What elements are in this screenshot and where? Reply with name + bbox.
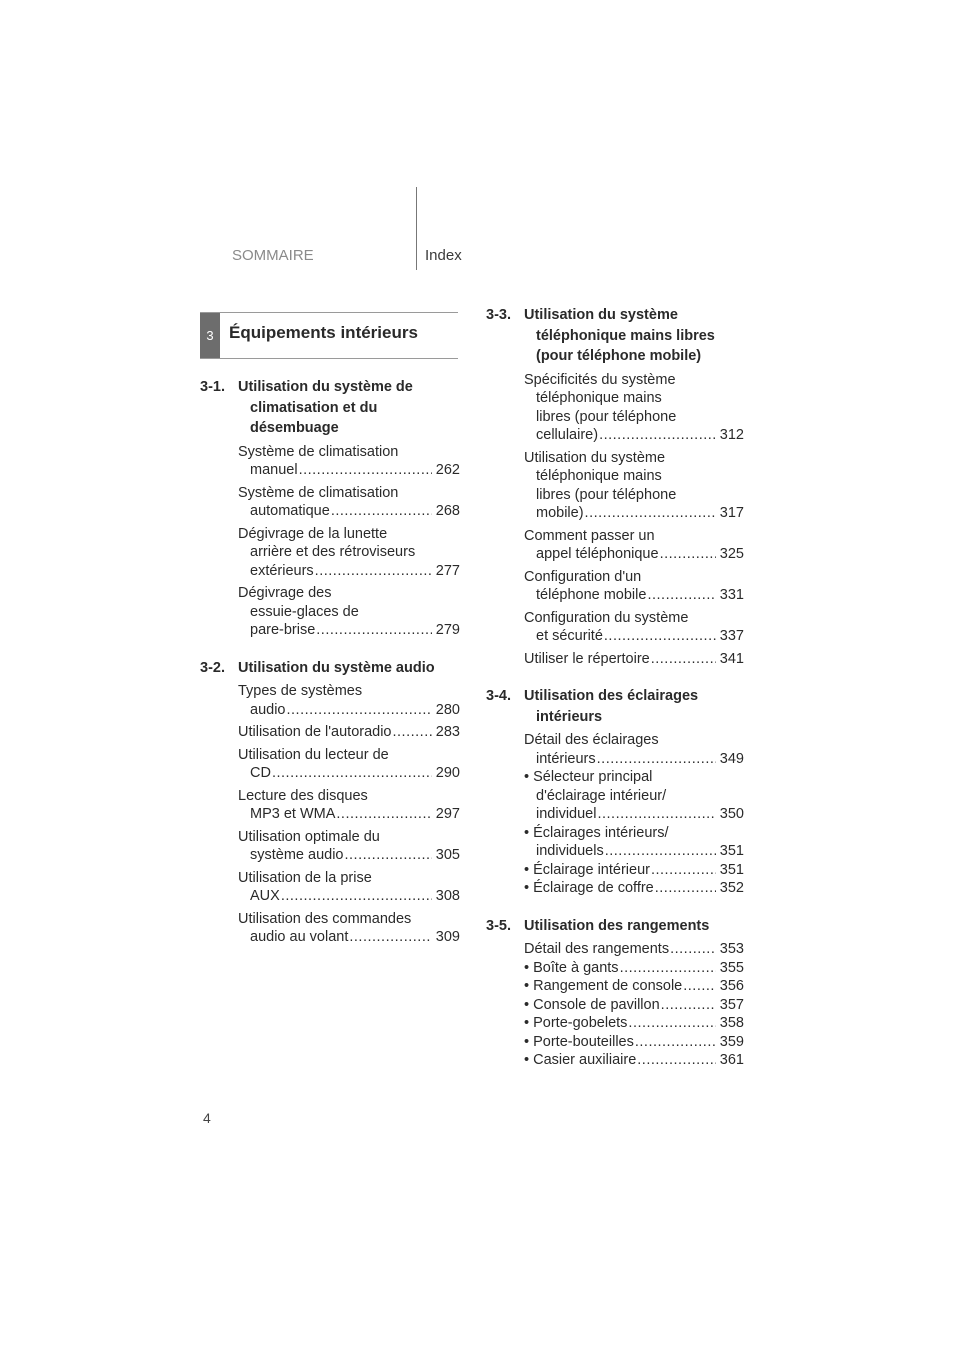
section-heading[interactable] bbox=[486, 916, 744, 937]
dot-leader bbox=[605, 842, 716, 861]
entry-page-number: 308 bbox=[435, 888, 460, 904]
entry-page-number: 317 bbox=[719, 505, 744, 521]
entry-text-line: téléphonique mains bbox=[536, 468, 662, 484]
toc-entry[interactable] bbox=[238, 746, 460, 783]
entry-text-end: • Casier auxiliaire bbox=[524, 1052, 637, 1068]
dot-leader bbox=[683, 977, 716, 996]
entry-leader-line bbox=[238, 764, 460, 783]
toc-section bbox=[200, 658, 460, 947]
section-number: 3-3. bbox=[486, 307, 511, 323]
entry-text-line: Système de climatisation bbox=[238, 484, 399, 501]
dot-leader bbox=[345, 846, 432, 865]
entry-text-end: pare-brise bbox=[250, 622, 316, 638]
dot-leader bbox=[281, 887, 432, 906]
entry-page-number: 337 bbox=[719, 628, 744, 644]
entry-text-end: audio au volant bbox=[250, 929, 349, 945]
entry-list bbox=[200, 443, 460, 640]
toc-entry[interactable] bbox=[524, 940, 744, 959]
dot-leader bbox=[597, 750, 716, 769]
dot-leader bbox=[315, 562, 432, 581]
toc-entry[interactable] bbox=[524, 609, 744, 646]
entry-text-line: Utilisation du lecteur de bbox=[238, 746, 389, 763]
section-heading[interactable] bbox=[200, 377, 460, 439]
toc-entry[interactable] bbox=[238, 525, 460, 581]
entry-text-line: Dégivrage des bbox=[238, 585, 332, 601]
entry-leader-line bbox=[524, 977, 744, 996]
dot-leader bbox=[628, 1014, 715, 1033]
entry-leader-line bbox=[524, 426, 744, 445]
entry-leader-line bbox=[524, 805, 744, 824]
section-number: 3-1. bbox=[200, 379, 225, 395]
entry-leader-line bbox=[524, 650, 744, 669]
entry-leader-line bbox=[524, 1014, 744, 1033]
entry-text-line: Utilisation des commandes bbox=[238, 910, 412, 927]
entry-page-number: 280 bbox=[435, 701, 460, 718]
entry-leader-line bbox=[238, 562, 460, 581]
entry-text-line: libres (pour téléphone bbox=[536, 486, 677, 503]
toc-section bbox=[200, 377, 460, 640]
entry-text-line: Utilisation du système bbox=[524, 449, 666, 466]
dot-leader bbox=[661, 996, 716, 1015]
entry-text-end: individuel bbox=[536, 806, 597, 822]
entry-text-end: • Éclairage intérieur bbox=[524, 861, 650, 878]
entry-text-end: MP3 et WMA bbox=[250, 806, 336, 822]
entry-text-line: • Éclairages intérieurs/ bbox=[524, 824, 669, 841]
toc-entry[interactable] bbox=[524, 731, 744, 768]
entry-page-number: 305 bbox=[435, 847, 460, 863]
entry-leader-line bbox=[524, 750, 744, 769]
dot-leader bbox=[336, 805, 431, 824]
chapter-title: Équipements intérieurs bbox=[229, 323, 418, 342]
dot-leader bbox=[651, 650, 716, 669]
toc-entry[interactable] bbox=[524, 1051, 744, 1070]
entry-leader-line bbox=[238, 723, 460, 742]
entry-page-number: 331 bbox=[719, 587, 744, 603]
entry-text-line: Configuration du système bbox=[524, 609, 689, 626]
entry-leader-line bbox=[238, 701, 460, 720]
toc-entry[interactable] bbox=[238, 723, 460, 742]
dot-leader bbox=[585, 504, 716, 523]
dot-leader bbox=[599, 426, 716, 445]
entry-leader-line bbox=[524, 1051, 744, 1070]
toc-column-right bbox=[486, 305, 744, 1088]
dot-leader bbox=[272, 764, 432, 783]
toc-entry[interactable] bbox=[524, 959, 744, 978]
entry-page-number: 309 bbox=[435, 929, 460, 945]
entry-text-line: Configuration d'un bbox=[524, 568, 642, 585]
section-number: 3-2. bbox=[200, 659, 225, 676]
entry-leader-line bbox=[524, 879, 744, 898]
entry-text-end: système audio bbox=[250, 847, 344, 863]
toc-entry[interactable] bbox=[524, 449, 744, 523]
entry-page-number: 349 bbox=[719, 750, 744, 767]
dot-leader bbox=[647, 586, 715, 605]
entry-text-end: • Porte-gobelets bbox=[524, 1015, 628, 1031]
toc-entry[interactable] bbox=[524, 527, 744, 564]
entry-leader-line bbox=[238, 621, 460, 640]
entry-text-line: Système de climatisation bbox=[238, 443, 399, 460]
entry-text-end: CD bbox=[250, 765, 271, 781]
entry-text-end: audio bbox=[250, 701, 286, 718]
entry-text-end: automatique bbox=[250, 503, 330, 519]
entry-text-line: Détail des éclairages bbox=[524, 732, 659, 748]
entry-page-number: 268 bbox=[435, 503, 460, 519]
entry-text-end: intérieurs bbox=[536, 750, 596, 767]
entry-leader-line bbox=[524, 545, 744, 564]
entry-text-end: extérieurs bbox=[250, 562, 314, 579]
entry-text-end: • Porte-bouteilles bbox=[524, 1033, 634, 1050]
entry-page-number: 277 bbox=[435, 562, 460, 579]
entry-text-end: et sécurité bbox=[536, 628, 603, 644]
dot-leader bbox=[660, 545, 716, 564]
entry-text-line: arrière et des rétroviseurs bbox=[250, 544, 416, 560]
entry-page-number: 350 bbox=[719, 806, 744, 822]
entry-page-number: 356 bbox=[719, 978, 744, 994]
entry-text-line: Dégivrage de la lunette bbox=[238, 525, 388, 542]
toc-entry[interactable] bbox=[238, 828, 460, 865]
entry-leader-line bbox=[238, 887, 460, 906]
entry-leader-line bbox=[524, 940, 744, 959]
entry-page-number: 357 bbox=[719, 996, 744, 1013]
entry-text-line: téléphonique mains bbox=[536, 390, 662, 406]
entry-text-line: Types de systèmes bbox=[238, 683, 363, 699]
section-title: Utilisation du système de climatisation et du désembuage bbox=[238, 379, 413, 436]
toc-entry[interactable] bbox=[238, 484, 460, 521]
entry-list bbox=[486, 371, 744, 669]
section-title: Utilisation des rangements bbox=[524, 917, 710, 934]
entry-text-end: AUX bbox=[250, 888, 280, 904]
entry-text-end: Utilisation de l'autoradio bbox=[238, 724, 392, 740]
entry-page-number: 279 bbox=[435, 622, 460, 638]
dot-leader bbox=[637, 1051, 716, 1070]
sommaire-link[interactable]: SOMMAIRE bbox=[232, 247, 314, 264]
entry-text-line: Utilisation optimale du bbox=[238, 828, 380, 845]
entry-text-end: • Boîte à gants bbox=[524, 959, 619, 976]
header-divider bbox=[416, 187, 417, 270]
toc-entry[interactable] bbox=[238, 787, 460, 824]
entry-page-number: 297 bbox=[435, 806, 460, 822]
entry-leader-line bbox=[524, 627, 744, 646]
section-heading[interactable] bbox=[200, 658, 460, 679]
entry-leader-line bbox=[238, 805, 460, 824]
dot-leader bbox=[604, 627, 716, 646]
entry-page-number: 351 bbox=[719, 861, 744, 878]
dot-leader bbox=[670, 940, 716, 959]
entry-page-number: 359 bbox=[719, 1033, 744, 1050]
entry-leader-line bbox=[524, 586, 744, 605]
section-heading[interactable] bbox=[486, 305, 744, 367]
entry-text-end: téléphone mobile bbox=[536, 587, 647, 603]
entry-page-number: 283 bbox=[435, 724, 460, 740]
dot-leader bbox=[635, 1033, 716, 1052]
toc-entry[interactable] bbox=[238, 443, 460, 480]
chapter-header bbox=[200, 312, 458, 359]
page-number: 4 bbox=[203, 1110, 211, 1126]
dot-leader bbox=[286, 701, 431, 720]
section-number: 3-5. bbox=[486, 917, 511, 934]
toc-entry[interactable] bbox=[524, 1033, 744, 1052]
dot-leader bbox=[349, 928, 431, 947]
entry-page-number: 351 bbox=[719, 843, 744, 859]
index-link[interactable]: Index bbox=[425, 247, 462, 264]
dot-leader bbox=[316, 621, 432, 640]
section-title: Utilisation du système audio bbox=[238, 659, 435, 676]
toc-entry[interactable] bbox=[524, 879, 744, 898]
toc-entry[interactable] bbox=[238, 869, 460, 906]
entry-text-end: appel téléphonique bbox=[536, 546, 659, 562]
dot-leader bbox=[299, 461, 432, 480]
toc-entry[interactable] bbox=[524, 371, 744, 445]
entry-leader-line bbox=[524, 861, 744, 880]
entry-page-number: 312 bbox=[719, 427, 744, 443]
entry-page-number: 353 bbox=[719, 941, 744, 957]
section-title: Utilisation des éclairages intérieurs bbox=[524, 688, 699, 725]
entry-text-line: Comment passer un bbox=[524, 527, 655, 544]
entry-text-end: • Console de pavillon bbox=[524, 996, 660, 1013]
toc-entry[interactable] bbox=[524, 996, 744, 1015]
entry-page-number: 358 bbox=[719, 1015, 744, 1031]
entry-leader-line bbox=[524, 959, 744, 978]
entry-leader-line bbox=[524, 1033, 744, 1052]
dot-leader bbox=[393, 723, 432, 742]
toc-column-left bbox=[200, 377, 460, 965]
entry-text-end: manuel bbox=[250, 462, 298, 478]
entry-text-line: Utilisation de la prise bbox=[238, 869, 372, 886]
toc-entry[interactable] bbox=[524, 1014, 744, 1033]
entry-text-end: mobile) bbox=[536, 505, 584, 521]
dot-leader bbox=[597, 805, 715, 824]
dot-leader bbox=[655, 879, 716, 898]
toc-section bbox=[486, 305, 744, 668]
dot-leader bbox=[331, 502, 432, 521]
entry-text-line: libres (pour téléphone bbox=[536, 408, 677, 425]
entry-text-end: Détail des rangements bbox=[524, 941, 670, 957]
toc-entry[interactable] bbox=[524, 824, 744, 861]
toc-section bbox=[486, 686, 744, 898]
entry-leader-line bbox=[524, 996, 744, 1015]
entry-text-line: Spécificités du système bbox=[524, 371, 676, 388]
entry-list bbox=[486, 731, 744, 898]
entry-leader-line bbox=[238, 928, 460, 947]
entry-page-number: 352 bbox=[719, 880, 744, 896]
entry-page-number: 325 bbox=[719, 546, 744, 562]
section-heading[interactable] bbox=[486, 686, 744, 727]
toc-section bbox=[486, 916, 744, 1070]
entry-text-end: Utiliser le répertoire bbox=[524, 650, 650, 667]
toc-entry[interactable] bbox=[524, 977, 744, 996]
entry-text-end: individuels bbox=[536, 843, 604, 859]
entry-text-line: • Sélecteur principal bbox=[524, 769, 653, 785]
entry-leader-line bbox=[524, 504, 744, 523]
entry-text-line: d'éclairage intérieur/ bbox=[536, 787, 667, 804]
entry-text-end: • Éclairage de coffre bbox=[524, 880, 654, 896]
entry-text-end: • Rangement de console bbox=[524, 978, 683, 994]
entry-page-number: 262 bbox=[435, 462, 460, 478]
entry-text-line: Lecture des disques bbox=[238, 787, 368, 804]
entry-list bbox=[486, 940, 744, 1070]
entry-list bbox=[200, 682, 460, 947]
section-number: 3-4. bbox=[486, 688, 511, 704]
dot-leader bbox=[620, 959, 716, 978]
entry-page-number: 361 bbox=[719, 1052, 744, 1068]
entry-text-end: cellulaire) bbox=[536, 427, 599, 443]
entry-page-number: 341 bbox=[719, 650, 744, 667]
entry-page-number: 355 bbox=[719, 959, 744, 976]
dot-leader bbox=[651, 861, 716, 880]
toc-entry[interactable] bbox=[524, 861, 744, 880]
entry-page-number: 290 bbox=[435, 765, 460, 781]
toc-entry[interactable] bbox=[524, 768, 744, 824]
entry-text-line: essuie-glaces de bbox=[250, 603, 359, 620]
toc-entry[interactable] bbox=[238, 682, 460, 719]
section-title: Utilisation du système téléphonique mains libres (pour téléphone mobile) bbox=[524, 307, 715, 364]
entry-leader-line bbox=[524, 842, 744, 861]
entry-leader-line bbox=[238, 846, 460, 865]
toc-entry[interactable] bbox=[238, 584, 460, 640]
toc-entry[interactable] bbox=[238, 910, 460, 947]
chapter-number-tab: 3 bbox=[200, 313, 220, 358]
toc-entry[interactable] bbox=[524, 650, 744, 669]
entry-leader-line bbox=[238, 461, 460, 480]
entry-leader-line bbox=[238, 502, 460, 521]
toc-entry[interactable] bbox=[524, 568, 744, 605]
